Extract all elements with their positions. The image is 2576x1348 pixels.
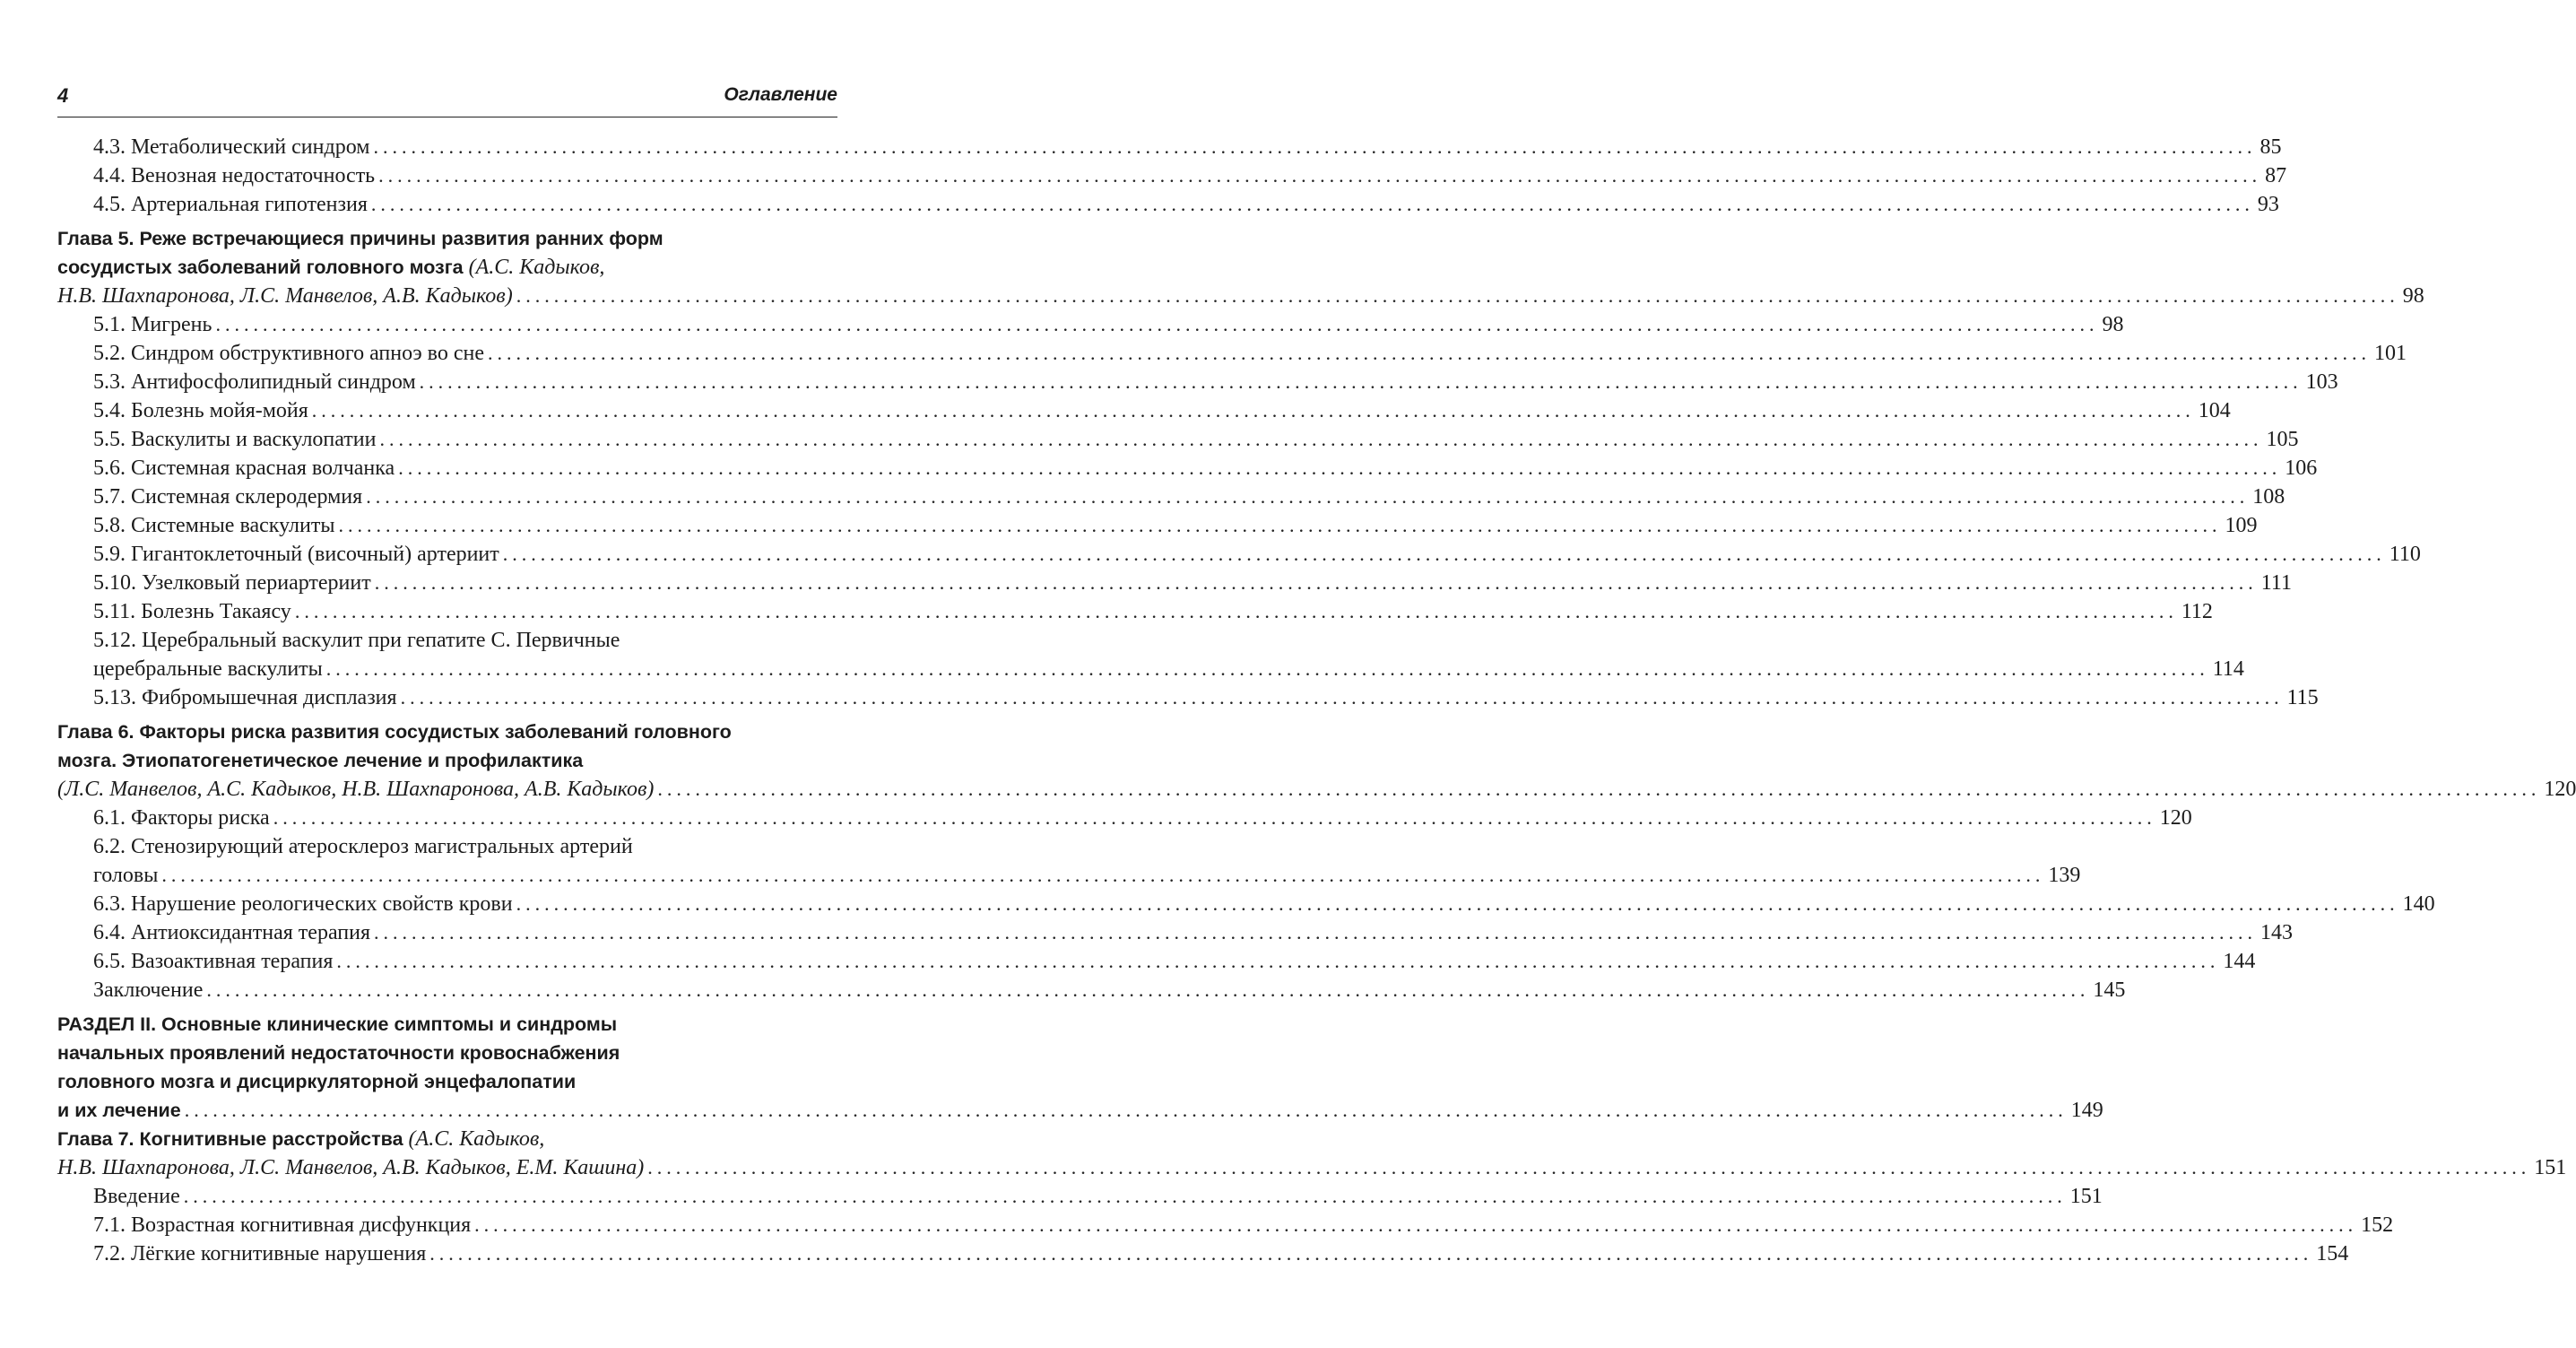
toc-entry-7-2[interactable]: 7.2. Лёгкие когнитивные нарушения ........................................................................................................................................................................................................ 154: [57, 1239, 846, 1268]
toc-entry-6-5[interactable]: 6.5. Вазоактивная терапия ........................................................................................................................................................................................................ 144: [57, 947, 846, 976]
leader-dots: ........................................................................................................................................................................................................: [400, 686, 2284, 709]
leader-dots: ........................................................................................................................................................................................................: [311, 399, 2195, 422]
leader-dots: ........................................................................................................................................................................................................: [374, 571, 2258, 594]
toc-entry-5-4[interactable]: 5.4. Болезнь мойя-мойя ........................................................................................................................................................................................................ 104: [57, 396, 846, 425]
toc-entry-5-8[interactable]: 5.8. Системные васкулиты ........................................................................................................................................................................................................ 109: [57, 511, 846, 540]
leader-dots: ........................................................................................................................................................................................................: [516, 284, 2399, 307]
leader-dots: ........................................................................................................................................................................................................: [474, 1213, 2358, 1236]
toc-entry-7-1[interactable]: 7.1. Возрастная когнитивная дисфункция ........................................................................................................................................................................................................ 152: [57, 1211, 846, 1239]
chapter-5-title-cont: сосудистых заболеваний головного мозга (А.С. Кадыков,: [57, 256, 605, 279]
leader-dots: ........................................................................................................................................................................................................: [336, 950, 2220, 972]
leader-dots: ........................................................................................................................................................................................................: [516, 892, 2399, 915]
leader-dots: ........................................................................................................................................................................................................: [184, 1099, 2068, 1121]
toc-entry-6-4[interactable]: 6.4. Антиоксидантная терапия ........................................................................................................................................................................................................ 143: [57, 918, 846, 947]
leader-dots: ........................................................................................................................................................................................................: [398, 457, 2282, 479]
toc-entry-5-1[interactable]: 5.1. Мигрень ........................................................................................................................................................................................................ 98: [57, 310, 846, 339]
leader-dots: ........................................................................................................................................................................................................: [647, 1156, 2531, 1178]
toc-entry-5-10[interactable]: 5.10. Узелковый периартериит ........................................................................................................................................................................................................ 111: [57, 569, 846, 597]
leader-dots: ........................................................................................................................................................................................................: [338, 514, 2222, 536]
running-title: Оглавление: [724, 84, 837, 105]
toc-entry-5-11[interactable]: 5.11. Болезнь Такаясу ........................................................................................................................................................................................................ 112: [57, 597, 846, 626]
chapter-7-title[interactable]: Глава 7. Когнитивные расстройства (А.С. Кадыков,: [57, 1127, 545, 1151]
toc-entry-5-7[interactable]: 5.7. Системная склеродермия ........................................................................................................................................................................................................ 108: [57, 483, 846, 511]
chapter-6-authors[interactable]: (Л.С. Манвелов, А.С. Кадыков, Н.В. Шахпаронова, А.В. Кадыков) ........................................................................................................................................................................................................ 120: [57, 775, 846, 804]
leader-dots: ........................................................................................................................................................................................................: [379, 428, 2263, 450]
toc-entry-introduction[interactable]: Введение ........................................................................................................................................................................................................ 151: [57, 1182, 846, 1211]
leader-dots: ........................................................................................................................................................................................................: [206, 978, 2090, 1001]
toc-entry-5-2[interactable]: 5.2. Синдром обструктивного апноэ во сне ........................................................................................................................................................................................................ 101: [57, 339, 846, 368]
leader-dots: ........................................................................................................................................................................................................: [215, 313, 2099, 335]
chapter-5-title[interactable]: Глава 5. Реже встречающиеся причины развития ранних форм: [57, 228, 664, 249]
leader-dots: ........................................................................................................................................................................................................: [374, 921, 2257, 944]
chapter-5-authors[interactable]: Н.В. Шахпаронова, Л.С. Манвелов, А.В. Кадыков) ........................................................................................................................................................................................................ 98: [57, 282, 846, 310]
leader-dots: ........................................................................................................................................................................................................: [325, 657, 2209, 680]
leader-dots: ........................................................................................................................................................................................................: [378, 164, 2262, 187]
leader-dots: ........................................................................................................................................................................................................: [370, 193, 2254, 215]
leader-dots: ........................................................................................................................................................................................................: [373, 135, 2257, 158]
toc-entry-5-5[interactable]: 5.5. Васкулиты и васкулопатии ........................................................................................................................................................................................................ 105: [57, 425, 846, 454]
toc-entry-6-3[interactable]: 6.3. Нарушение реологических свойств крови ........................................................................................................................................................................................................ 140: [57, 890, 846, 918]
toc-entry-5-6[interactable]: 5.6. Системная красная волчанка ........................................................................................................................................................................................................ 106: [57, 454, 846, 483]
running-head: [57, 79, 837, 117]
toc-entry-5-12[interactable]: 5.12. Церебральный васкулит при гепатите С. Первичные: [93, 629, 620, 652]
toc-entry-6-2[interactable]: 6.2. Стенозирующий атеросклероз магистральных артерий: [93, 835, 633, 858]
part-2-title[interactable]: РАЗДЕЛ II. Основные клинические симптомы и синдромы: [57, 1013, 618, 1035]
toc-entry-5-3[interactable]: 5.3. Антифосфолипидный синдром ........................................................................................................................................................................................................ 103: [57, 368, 846, 396]
leader-dots: ........................................................................................................................................................................................................: [657, 778, 2541, 800]
leader-dots: ........................................................................................................................................................................................................: [183, 1185, 2067, 1207]
leader-dots: ........................................................................................................................................................................................................: [161, 864, 2045, 886]
chapter-7-authors[interactable]: Н.В. Шахпаронова, Л.С. Манвелов, А.В. Кадыков, Е.М. Кашина) ........................................................................................................................................................................................................ 151: [57, 1153, 846, 1182]
leader-dots: ........................................................................................................................................................................................................: [366, 485, 2250, 508]
toc-entry-6-2-cont[interactable]: головы ........................................................................................................................................................................................................ 139: [57, 861, 846, 890]
leader-dots: ........................................................................................................................................................................................................: [488, 342, 2371, 364]
chapter-6-title[interactable]: Глава 6. Факторы риска развития сосудистых заболеваний головного: [57, 721, 732, 743]
leader-dots: ........................................................................................................................................................................................................: [419, 370, 2303, 393]
table-of-contents: [57, 133, 2576, 1268]
leader-dots: ........................................................................................................................................................................................................: [273, 806, 2156, 829]
toc-entry-conclusion[interactable]: Заключение ........................................................................................................................................................................................................ 145: [57, 976, 846, 1004]
leader-dots: ........................................................................................................................................................................................................: [502, 543, 2386, 565]
toc-entry-4-4[interactable]: 4.4. Венозная недостаточность ........................................................................................................................................................................................................ 87: [57, 161, 846, 190]
toc-entry-6-1[interactable]: 6.1. Факторы риска ........................................................................................................................................................................................................ 120: [57, 804, 846, 832]
part-2-title-cont-1: начальных проявлений недостаточности кровоснабжения: [57, 1042, 620, 1064]
chapter-6-title-cont: мозга. Этиопатогенетическое лечение и профилактика: [57, 750, 584, 771]
page-number: 4: [57, 84, 69, 107]
toc-entry-4-5[interactable]: 4.5. Артериальная гипотензия ........................................................................................................................................................................................................ 93: [57, 190, 846, 219]
toc-entry-4-3[interactable]: 4.3. Метаболический синдром ........................................................................................................................................................................................................ 85: [57, 133, 846, 161]
leader-dots: ........................................................................................................................................................................................................: [429, 1242, 2313, 1265]
part-2-title-cont-2: головного мозга и дисциркуляторной энцефалопатии: [57, 1071, 577, 1092]
leader-dots: ........................................................................................................................................................................................................: [294, 600, 2178, 622]
toc-entry-5-9[interactable]: 5.9. Гигантоклеточный (височный) артериит ........................................................................................................................................................................................................ 110: [57, 540, 846, 569]
part-2-title-cont-3[interactable]: и их лечение ........................................................................................................................................................................................................ 149: [57, 1096, 846, 1125]
toc-entry-5-13[interactable]: 5.13. Фибромышечная дисплазия ........................................................................................................................................................................................................ 115: [57, 683, 846, 712]
toc-entry-5-12-cont[interactable]: церебральные васкулиты ........................................................................................................................................................................................................ 114: [57, 655, 846, 683]
